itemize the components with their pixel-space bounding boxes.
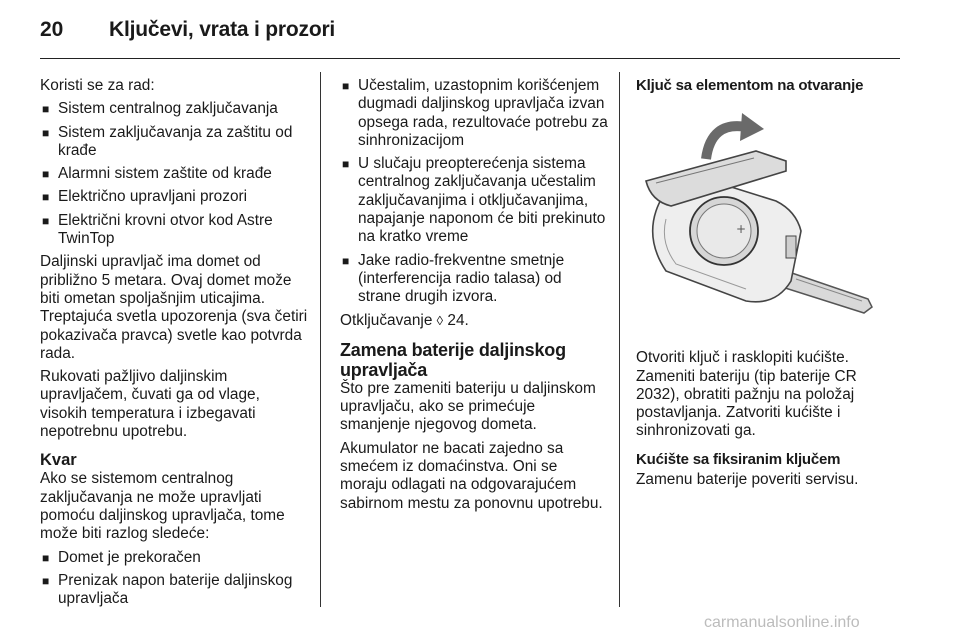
fixed-key-text: Zamenu baterije poveriti servisu. — [636, 471, 859, 489]
list-item — [340, 77, 608, 150]
bullet-icon: ■ — [42, 102, 50, 117]
list-item — [40, 100, 308, 118]
intro-text: Koristi se za rad: — [40, 77, 155, 94]
list-item-text: Električno upravljani prozori — [58, 188, 248, 206]
list-item — [40, 165, 308, 183]
unlock-reference-text: Otključavanje — [340, 311, 433, 329]
bullet-icon: ■ — [42, 573, 50, 588]
uses-list — [40, 100, 308, 248]
list-item-text: Jake radio-frekventne smetnje (interferencija radio talasa) od strane drugih izvora. — [358, 251, 565, 306]
figure-caption: Ključ sa elementom na otvaranje — [636, 77, 864, 94]
fault-paragraph: Ako se sistemom centralnog zaključavanja ne može upravljati pomoću daljinskog upravljača, tome može biti razlog sledeće: — [40, 470, 285, 543]
column-divider — [619, 72, 620, 607]
list-item-text: Alarmni sistem zaštite od krađe — [58, 165, 272, 183]
battery-instructions: Otvoriti ključ i rasklopiti kućište. Zameniti bateriju (tip baterije CR 2032), obratiti pažnju na položaj postavljanja. Zatvoriti kućište i sinhronizovati ga. — [636, 349, 857, 440]
column-divider — [320, 72, 321, 607]
unlock-reference-page: 24. — [447, 311, 469, 329]
list-item-text: Domet je prekoračen — [58, 548, 201, 566]
fault-reasons-list-cont — [340, 77, 608, 307]
column-middle — [340, 77, 608, 518]
battery-intro: Što pre zameniti bateriju u daljinskom upravljaču, ako se primećuje smanjenje njegovog dometa. — [340, 379, 596, 434]
page-header — [0, 0, 960, 52]
list-item — [40, 572, 308, 609]
section-heading: Zamena baterije daljinskog upravljača — [340, 339, 566, 380]
list-item-text: Sistem centralnog zaključavanja — [58, 100, 278, 118]
list-item — [40, 549, 308, 567]
list-item-text: Prenizak napon baterije daljinskog upravljača — [58, 571, 293, 608]
bullet-icon: ■ — [342, 253, 350, 268]
list-item-text: Sistem zaključavanja za zaštitu od krađe — [58, 123, 293, 159]
page-reference-icon: ◊ — [436, 312, 444, 328]
bullet-icon: ■ — [42, 167, 50, 182]
header-divider — [40, 58, 900, 59]
list-item — [340, 252, 608, 307]
page-number: 20 — [40, 18, 64, 41]
list-item-text: Učestalim, uzastopnim korišćenjem dugmadi daljinskog upravljača izvan opsega rada, rezultovaće potrebu za sinhronizacijom — [358, 77, 608, 149]
figure-caption-fixed: Kućište sa fiksiranim ključem — [636, 450, 841, 468]
bullet-icon: ■ — [42, 550, 50, 565]
bullet-icon: ■ — [342, 79, 350, 93]
bullet-icon: ■ — [42, 190, 50, 205]
column-right — [636, 77, 902, 494]
bullet-icon: ■ — [342, 157, 350, 172]
watermark: carmanualsonline.info — [704, 614, 860, 631]
svg-text:+: + — [736, 222, 747, 237]
list-item — [40, 188, 308, 206]
fault-heading: Kvar — [40, 451, 77, 470]
disposal-paragraph: Akumulator ne bacati zajedno sa smećem iz domaćinstva. Oni se moraju odlagati na odgovarajućem sabirnom mestu za ponovnu upotrebu. — [340, 439, 603, 512]
bullet-icon: ■ — [42, 125, 50, 140]
list-item — [40, 212, 308, 249]
fault-reasons-list — [40, 549, 308, 609]
list-item — [340, 155, 608, 246]
list-item-text: U slučaju preopterećenja sistema centralnog zaključavanja učestalim zaključavanjima i otključavanjima, napajanje naponom će biti prekinuto na kratko vreme — [358, 155, 606, 246]
range-paragraph: Daljinski upravljač ima domet od približno 5 metara. Ovaj domet može biti ometan spoljašnjim uticajima. Treptajuća svetla upozorenja (sva četiri pokazivača pravca) svetle kao potvrda rada. — [40, 253, 308, 362]
list-item — [40, 124, 308, 161]
bullet-icon: ■ — [42, 213, 50, 228]
care-paragraph: Rukovati pažljivo daljinskim upravljačem, čuvati ga od vlage, visokih temperatura i izbegavati nepotrebnu upotrebu. — [40, 368, 260, 441]
column-left — [40, 77, 308, 613]
key-battery-illustration — [636, 101, 896, 331]
unlock-reference[interactable] — [340, 312, 608, 330]
list-item-text: Električni krovni otvor kod Astre TwinTop — [58, 211, 273, 248]
key-illustration-svg — [636, 101, 896, 331]
page-title: Ključevi, vrata i prozori — [109, 18, 336, 41]
